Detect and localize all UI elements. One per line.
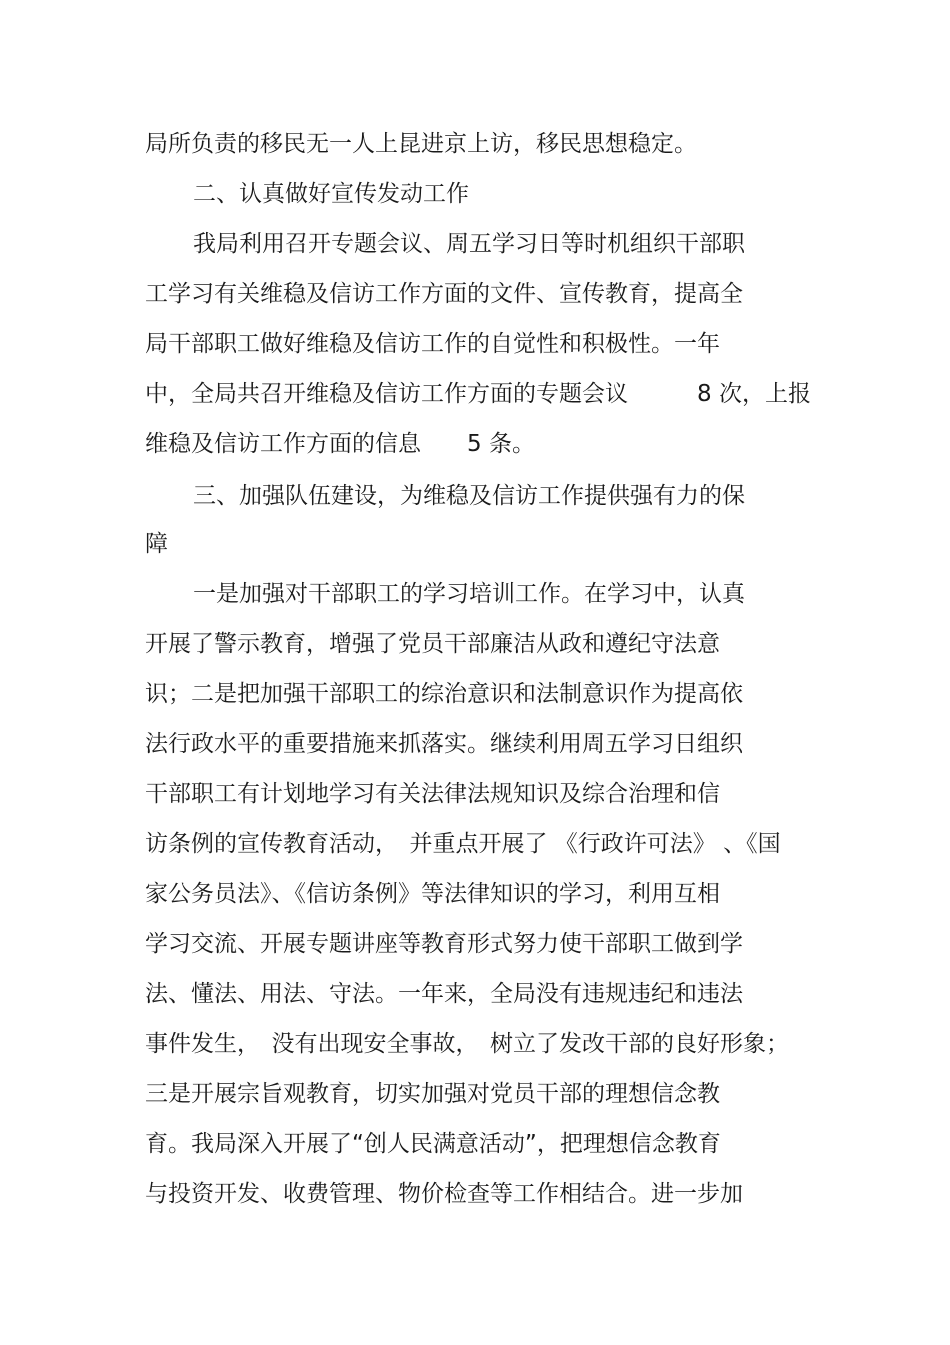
text-line-19: 事件发生， 没有出现安全事故， 树立了发改干部的良好形象；	[145, 1031, 789, 1057]
text-line-6: 中，全局共召开维稳及信访工作方面的专题会议 8 次，上报	[145, 381, 811, 407]
section-heading-3-cont: 障	[145, 531, 168, 557]
text-line-21: 育。我局深入开展了“创人民满意活动”，把理想信念教育	[145, 1131, 721, 1157]
text-line-16: 家公务员法》、《信访条例》等法律知识的学习，利用互相	[145, 881, 720, 907]
text-line-3: 我局利用召开专题会议、周五学习日等时机组织干部职	[193, 231, 745, 257]
text-line-11: 开展了警示教育，增强了党员干部廉洁从政和遵纪守法意	[145, 631, 720, 657]
text-line-13: 法行政水平的重要措施来抓落实。继续利用周五学习日组织	[145, 731, 743, 757]
text-line-20: 三是开展宗旨观教育，切实加强对党员干部的理想信念教	[145, 1081, 720, 1107]
text-line-12: 识；二是把加强干部职工的综治意识和法制意识作为提高依	[145, 681, 743, 707]
text-line-17: 学习交流、开展专题讲座等教育形式努力使干部职工做到学	[145, 931, 743, 957]
text-line-4: 工学习有关维稳及信访工作方面的文件、宣传教育，提高全	[145, 281, 743, 307]
text-line-10: 一是加强对干部职工的学习培训工作。在学习中，认真	[193, 581, 745, 607]
text-line-15: 访条例的宣传教育活动， 并重点开展了 《行政许可法》 、《国	[145, 831, 781, 857]
text-line-1: 局所负责的移民无一人上昆进京上访，移民思想稳定。	[145, 131, 697, 157]
text-line-7: 维稳及信访工作方面的信息 5 条。	[145, 431, 535, 457]
text-line-5: 局干部职工做好维稳及信访工作的自觉性和积极性。一年	[145, 331, 720, 357]
section-heading-3: 三、加强队伍建设，为维稳及信访工作提供强有力的保	[193, 483, 745, 509]
section-heading-2: 二、认真做好宣传发动工作	[193, 181, 469, 207]
text-line-14: 干部职工有计划地学习有关法律法规知识及综合治理和信	[145, 781, 720, 807]
text-line-18: 法、懂法、用法、守法。一年来，全局没有违规违纪和违法	[145, 981, 743, 1007]
text-line-22: 与投资开发、收费管理、物价检查等工作相结合。进一步加	[145, 1181, 743, 1207]
